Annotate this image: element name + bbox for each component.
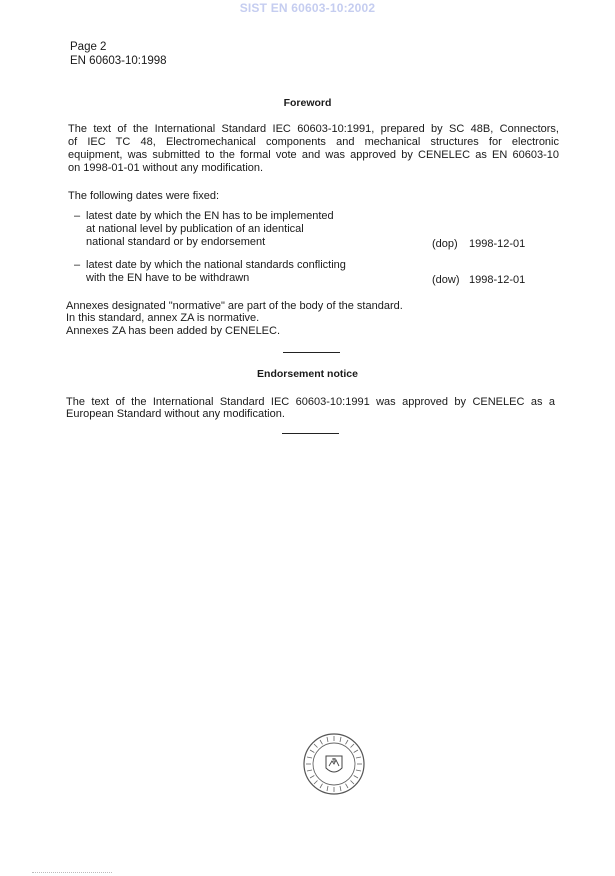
foreword-title: Foreword <box>283 97 332 109</box>
foreword-intro-line-2: of IEC TC 48, Electromechanical components and mechanical structures for electronic <box>68 136 559 148</box>
dop-date: 1998-12-01 <box>469 238 526 250</box>
foreword-intro-line-1: The text of the International Standard IEC 60603-10:1991, prepared by SC 48B, Connectors, <box>68 123 559 135</box>
document-id: EN 60603-10:1998 <box>70 55 167 67</box>
dow-date: 1998-12-01 <box>469 274 526 286</box>
list-item-line: national standard or by endorsement <box>86 236 266 248</box>
endorsement-line-1: The text of the International Standard IEC 60603-10:1991 was approved by CENELEC as a <box>66 396 555 408</box>
annex-line-1: Annexes designated "normative" are part of the body of the standard. <box>66 300 403 312</box>
annex-line-3: Annexes ZA has been added by CENELEC. <box>66 325 281 337</box>
page-number: Page 2 <box>70 41 107 53</box>
list-dash: – <box>74 259 81 271</box>
official-stamp <box>302 732 366 801</box>
list-item-line: latest date by which the EN has to be implemented <box>86 210 334 222</box>
endorsement-line-2: European Standard without any modification. <box>66 408 285 420</box>
watermark: SIST EN 60603-10:2002 <box>239 1 376 15</box>
endorsement-title: Endorsement notice <box>257 368 358 380</box>
dow-code: (dow) <box>432 274 460 286</box>
section-divider <box>283 352 340 353</box>
foreword-intro-line-3: equipment, was submitted to the formal vote and was approved by CENELEC as EN 60603-10 <box>68 149 559 161</box>
foreword-intro-line-4: on 1998-01-01 without any modification. <box>68 162 264 174</box>
list-item-line: with the EN have to be withdrawn <box>86 272 250 284</box>
footer-mark <box>32 872 112 873</box>
end-divider <box>282 433 339 434</box>
list-item-line: at national level by publication of an identical <box>86 223 304 235</box>
list-dash: – <box>74 210 81 222</box>
dop-code: (dop) <box>432 238 458 250</box>
dates-intro: The following dates were fixed: <box>68 190 220 202</box>
annex-line-2: In this standard, annex ZA is normative. <box>66 312 260 324</box>
list-item-line: latest date by which the national standards conflicting <box>86 259 346 271</box>
stamp-graphic <box>302 732 366 796</box>
